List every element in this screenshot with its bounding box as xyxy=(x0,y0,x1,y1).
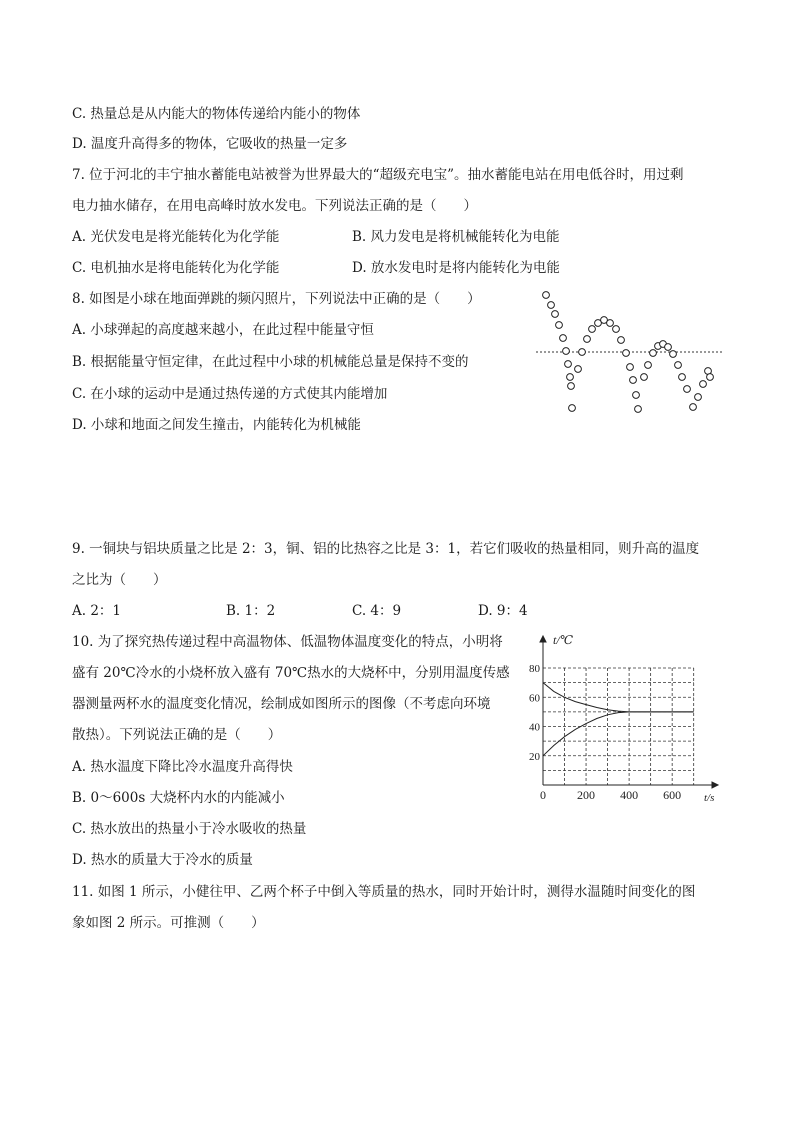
ball-position xyxy=(568,383,575,390)
q8-option-d: D. 小球和地面之间发生撞击，内能转化为机械能 xyxy=(72,417,361,433)
q7-option-a: A. 光伏发电是将光能转化为化学能 xyxy=(72,229,280,245)
ball-position xyxy=(635,406,642,413)
ball-position xyxy=(618,337,625,344)
q10-option-b: B. 0～600s 大烧杯内水的内能减小 xyxy=(72,790,285,806)
ball-position xyxy=(695,394,702,401)
ball-position xyxy=(623,350,630,357)
q11-stem-line1: 11. 如图 1 所示，小健往甲、乙两个杯子中倒入等质量的热水，同时开始计时，测得水温随时间变化的图 xyxy=(72,884,696,900)
q11-stem-line2: 象如图 2 所示。可推测（ ） xyxy=(72,915,265,931)
y-axis-arrow xyxy=(540,636,546,642)
q9-stem-line2: 之比为（ ） xyxy=(72,572,167,588)
q8-option-c: C. 在小球的运动中是通过热传递的方式使其内能增加 xyxy=(72,386,388,402)
ball-position xyxy=(641,374,648,381)
ball-position xyxy=(579,349,586,356)
ball-position xyxy=(548,302,555,309)
q10-option-d: D. 热水的质量大于冷水的质量 xyxy=(72,852,253,868)
bouncing-ball-figure xyxy=(530,285,730,420)
q8-option-a: A. 小球弹起的高度越来越小，在此过程中能量守恒 xyxy=(72,322,374,338)
temperature-time-chart xyxy=(515,630,730,805)
q8-stem: 8. 如图是小球在地面弹跳的频闪照片，下列说法中正确的是（ ） xyxy=(72,291,481,307)
q9-option-b: B. 1：2 xyxy=(226,603,276,619)
cold-water-curve xyxy=(543,712,694,756)
ball-position xyxy=(700,381,707,388)
q6-option-c: C. 热量总是从内能大的物体传递给内能小的物体 xyxy=(72,106,361,122)
ball-position xyxy=(584,336,591,343)
ball-position xyxy=(627,364,634,371)
ball-position xyxy=(589,326,596,333)
ball-position xyxy=(690,404,697,411)
ball-position xyxy=(670,351,677,358)
q10-stem-line1: 10. 为了探究热传递过程中高温物体、低温物体温度变化的特点，小明将 xyxy=(72,634,503,650)
ball-position xyxy=(679,374,686,381)
ball-position xyxy=(560,335,567,342)
ball-position xyxy=(556,322,563,329)
ball-position xyxy=(707,374,714,381)
x-tick-label: 600 xyxy=(663,788,682,802)
x-axis-title: t/s xyxy=(704,792,715,804)
ball-position xyxy=(684,386,691,393)
ball-position xyxy=(665,344,672,351)
x-tick-label: 0 xyxy=(540,788,546,802)
q9-option-d: D. 9：4 xyxy=(478,603,528,619)
ball-position xyxy=(630,377,637,384)
y-tick-label: 80 xyxy=(529,663,540,675)
ball-position xyxy=(675,362,682,369)
q10-option-a: A. 热水温度下降比冷水温度升高得快 xyxy=(72,759,293,775)
y-tick-label: 20 xyxy=(529,750,540,763)
q6-option-d: D. 温度升高得多的物体，它吸收的热量一定多 xyxy=(72,136,348,152)
ball-position xyxy=(575,366,582,373)
ball-position xyxy=(543,292,550,299)
q10-stem-line2: 盛有 20℃冷水的小烧杯放入盛有 70℃热水的大烧杯中，分别用温度传感 xyxy=(72,665,510,681)
x-tick-label: 200 xyxy=(577,788,596,802)
ball-position xyxy=(567,374,574,381)
ball-position xyxy=(569,405,576,412)
ball-position xyxy=(633,392,640,399)
q7-option-c: C. 电机抽水是将电能转化为化学能 xyxy=(72,260,280,276)
q10-option-c: C. 热水放出的热量小于冷水吸收的热量 xyxy=(72,821,307,837)
q7-option-d: D. 放水发电时是将内能转化为电能 xyxy=(352,260,560,276)
ball-position xyxy=(552,311,559,318)
q9-option-c: C. 4：9 xyxy=(352,603,402,619)
x-tick-label: 400 xyxy=(620,788,639,802)
q10-stem-line3: 器测量两杯水的温度变化情况，绘制成如图所示的图像（不考虑向环境 xyxy=(72,696,491,712)
q7-stem-line1: 7. 位于河北的丰宁抽水蓄能电站被誉为世界最大的“超级充电宝”。抽水蓄能电站在用电低谷时，用过剩 xyxy=(72,167,684,183)
y-tick-label: 60 xyxy=(529,692,540,705)
ball-position xyxy=(607,320,614,327)
ball-position xyxy=(563,348,570,355)
ball-position xyxy=(565,361,572,368)
q10-stem-line4: 散热）。下列说法正确的是（ ） xyxy=(72,727,282,743)
ball-position xyxy=(645,362,652,369)
y-tick-label: 40 xyxy=(529,721,540,734)
ball-position xyxy=(650,350,657,357)
y-axis-title: t/℃ xyxy=(553,633,574,647)
q9-option-a: A. 2：1 xyxy=(72,603,122,619)
q7-stem-line2: 电力抽水储存，在用电高峰时放水发电。下列说法正确的是（ ） xyxy=(72,198,477,214)
q8-option-b: B. 根据能量守恒定律，在此过程中小球的机械能总量是保持不变的 xyxy=(72,354,469,370)
q7-option-b: B. 风力发电是将机械能转化为电能 xyxy=(352,229,560,245)
ball-position xyxy=(613,326,620,333)
x-axis-arrow xyxy=(712,782,718,788)
q9-stem-line1: 9. 一铜块与铝块质量之比是 2：3，铜、铝的比热容之比是 3：1，若它们吸收的热量相同，则升高的温度 xyxy=(72,541,700,557)
